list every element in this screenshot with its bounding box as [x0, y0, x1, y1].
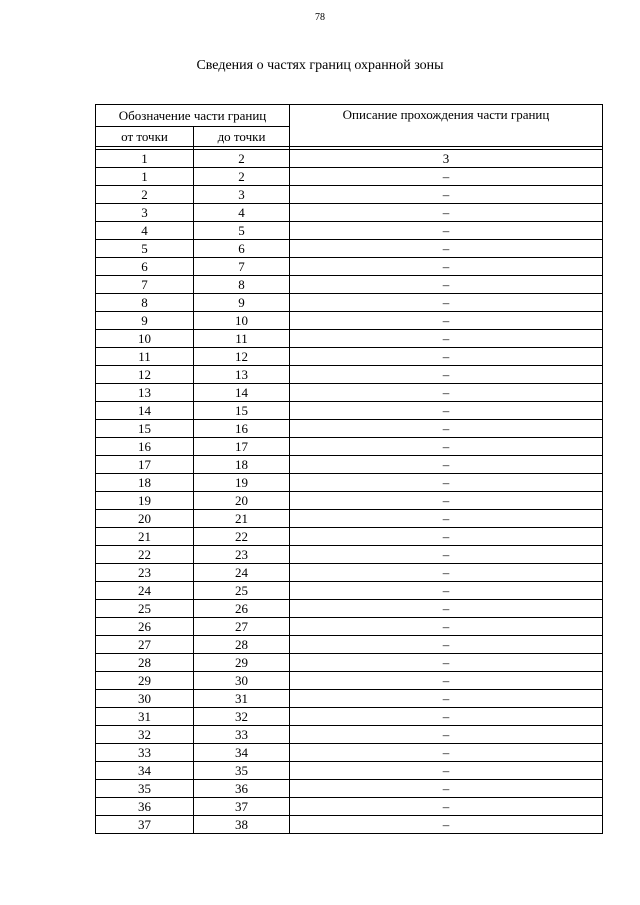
description-cell: – [290, 708, 603, 726]
table-row [96, 438, 603, 456]
table-row [96, 366, 603, 384]
to-point-cell: 37 [194, 798, 290, 816]
to-point-cell: 29 [194, 654, 290, 672]
description-cell: – [290, 204, 603, 222]
from-point-cell: 8 [96, 294, 194, 312]
description-cell: – [290, 276, 603, 294]
description-cell: – [290, 330, 603, 348]
description-cell: – [290, 654, 603, 672]
from-point-cell: 14 [96, 402, 194, 420]
from-point-cell: 17 [96, 456, 194, 474]
from-point-cell: 2 [96, 186, 194, 204]
description-cell: – [290, 168, 603, 186]
table-row [96, 690, 603, 708]
description-cell: – [290, 546, 603, 564]
description-cell: – [290, 816, 603, 834]
to-point-cell: 5 [194, 222, 290, 240]
to-point-cell: 8 [194, 276, 290, 294]
description-cell: – [290, 258, 603, 276]
to-point-cell: 34 [194, 744, 290, 762]
column-number-cell: 3 [290, 150, 603, 168]
to-point-cell: 38 [194, 816, 290, 834]
table-row [96, 672, 603, 690]
to-point-cell: 31 [194, 690, 290, 708]
table-row [96, 420, 603, 438]
from-point-cell: 9 [96, 312, 194, 330]
to-point-cell: 27 [194, 618, 290, 636]
page-title: Сведения о частях границ охранной зоны [196, 58, 444, 73]
description-cell: – [290, 222, 603, 240]
from-point-cell: 11 [96, 348, 194, 366]
to-point-cell: 4 [194, 204, 290, 222]
from-point-cell: 6 [96, 258, 194, 276]
description-cell: – [290, 312, 603, 330]
table-row [96, 744, 603, 762]
from-point-cell: 34 [96, 762, 194, 780]
boundary-parts-table [95, 104, 603, 834]
table-row [96, 762, 603, 780]
from-point-cell: 31 [96, 708, 194, 726]
description-cell: – [290, 726, 603, 744]
description-cell: – [290, 672, 603, 690]
from-point-cell: 36 [96, 798, 194, 816]
header-from-cell: от точки [96, 127, 194, 147]
table-row [96, 222, 603, 240]
table-row [96, 582, 603, 600]
to-point-cell: 30 [194, 672, 290, 690]
table-row [96, 618, 603, 636]
from-point-cell: 15 [96, 420, 194, 438]
to-point-cell: 24 [194, 564, 290, 582]
table-row [96, 708, 603, 726]
table-row [96, 564, 603, 582]
column-number-cell: 1 [96, 150, 194, 168]
from-point-cell: 29 [96, 672, 194, 690]
to-point-cell: 23 [194, 546, 290, 564]
table-row [96, 330, 603, 348]
description-cell: – [290, 600, 603, 618]
description-cell: – [290, 366, 603, 384]
description-cell: – [290, 384, 603, 402]
from-point-cell: 18 [96, 474, 194, 492]
to-point-cell: 19 [194, 474, 290, 492]
from-point-cell: 33 [96, 744, 194, 762]
description-cell: – [290, 474, 603, 492]
to-point-cell: 6 [194, 240, 290, 258]
to-point-cell: 32 [194, 708, 290, 726]
description-cell: – [290, 420, 603, 438]
to-point-cell: 10 [194, 312, 290, 330]
to-point-cell: 11 [194, 330, 290, 348]
table-row [96, 654, 603, 672]
description-cell: – [290, 186, 603, 204]
description-cell: – [290, 492, 603, 510]
table-row [96, 240, 603, 258]
description-cell: – [290, 294, 603, 312]
to-point-cell: 12 [194, 348, 290, 366]
table-row [96, 294, 603, 312]
from-point-cell: 12 [96, 366, 194, 384]
to-point-cell: 9 [194, 294, 290, 312]
description-cell: – [290, 348, 603, 366]
table-row [96, 546, 603, 564]
to-point-cell: 7 [194, 258, 290, 276]
description-cell: – [290, 744, 603, 762]
from-point-cell: 26 [96, 618, 194, 636]
description-cell: – [290, 528, 603, 546]
table-row [96, 348, 603, 366]
to-point-cell: 17 [194, 438, 290, 456]
from-point-cell: 35 [96, 780, 194, 798]
description-cell: – [290, 762, 603, 780]
from-point-cell: 5 [96, 240, 194, 258]
table-row [96, 456, 603, 474]
from-point-cell: 20 [96, 510, 194, 528]
from-point-cell: 25 [96, 600, 194, 618]
description-cell: – [290, 690, 603, 708]
table-row [96, 528, 603, 546]
to-point-cell: 14 [194, 384, 290, 402]
to-point-cell: 28 [194, 636, 290, 654]
description-cell: – [290, 780, 603, 798]
table-row [96, 312, 603, 330]
table-row [96, 474, 603, 492]
to-point-cell: 15 [194, 402, 290, 420]
page-number: 78 [315, 12, 325, 23]
from-point-cell: 24 [96, 582, 194, 600]
header-row [96, 105, 603, 127]
description-cell: – [290, 798, 603, 816]
from-point-cell: 13 [96, 384, 194, 402]
from-point-cell: 37 [96, 816, 194, 834]
table-row [96, 186, 603, 204]
to-point-cell: 18 [194, 456, 290, 474]
from-point-cell: 1 [96, 168, 194, 186]
description-cell: – [290, 582, 603, 600]
header-to-cell: до точки [194, 127, 290, 147]
table-row [96, 204, 603, 222]
from-point-cell: 23 [96, 564, 194, 582]
from-point-cell: 16 [96, 438, 194, 456]
table-body [96, 150, 603, 834]
from-point-cell: 28 [96, 654, 194, 672]
from-point-cell: 21 [96, 528, 194, 546]
header-group-cell: Обозначение части границ [96, 105, 290, 127]
table-row [96, 816, 603, 834]
table-row [96, 384, 603, 402]
description-cell: – [290, 402, 603, 420]
table-row [96, 168, 603, 186]
column-number-cell: 2 [194, 150, 290, 168]
description-cell: – [290, 564, 603, 582]
to-point-cell: 35 [194, 762, 290, 780]
table-row [96, 510, 603, 528]
table-row [96, 492, 603, 510]
description-cell: – [290, 618, 603, 636]
to-point-cell: 33 [194, 726, 290, 744]
description-cell: – [290, 438, 603, 456]
to-point-cell: 2 [194, 168, 290, 186]
description-cell: – [290, 240, 603, 258]
from-point-cell: 22 [96, 546, 194, 564]
from-point-cell: 4 [96, 222, 194, 240]
to-point-cell: 36 [194, 780, 290, 798]
column-number-row [96, 150, 603, 168]
header-description-cell: Описание прохождения части границ [290, 105, 603, 147]
from-point-cell: 32 [96, 726, 194, 744]
to-point-cell: 3 [194, 186, 290, 204]
table-row [96, 780, 603, 798]
table-row [96, 798, 603, 816]
from-point-cell: 27 [96, 636, 194, 654]
description-cell: – [290, 456, 603, 474]
to-point-cell: 16 [194, 420, 290, 438]
table-row [96, 258, 603, 276]
to-point-cell: 26 [194, 600, 290, 618]
to-point-cell: 22 [194, 528, 290, 546]
to-point-cell: 13 [194, 366, 290, 384]
to-point-cell: 25 [194, 582, 290, 600]
table-row [96, 276, 603, 294]
from-point-cell: 3 [96, 204, 194, 222]
from-point-cell: 7 [96, 276, 194, 294]
from-point-cell: 30 [96, 690, 194, 708]
from-point-cell: 19 [96, 492, 194, 510]
table-row [96, 600, 603, 618]
table-row [96, 726, 603, 744]
table-row [96, 636, 603, 654]
description-cell: – [290, 510, 603, 528]
to-point-cell: 21 [194, 510, 290, 528]
to-point-cell: 20 [194, 492, 290, 510]
from-point-cell: 10 [96, 330, 194, 348]
table-row [96, 402, 603, 420]
description-cell: – [290, 636, 603, 654]
